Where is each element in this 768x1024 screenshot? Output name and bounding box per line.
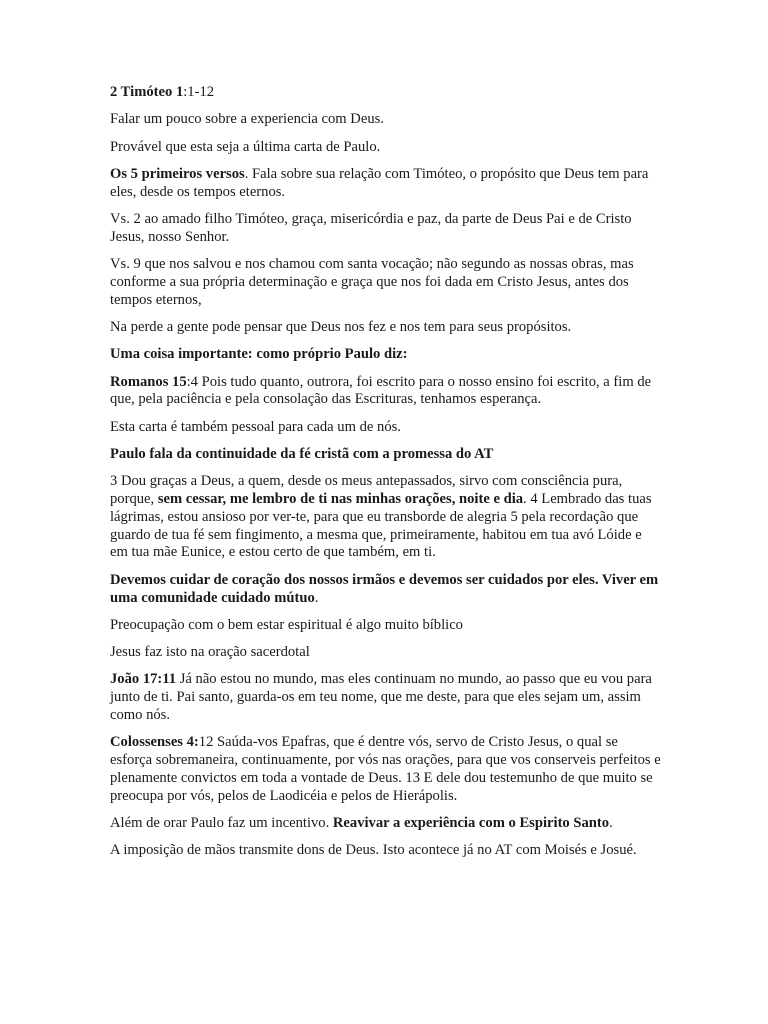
paragraph-13: Preocupação com o bem estar espiritual é algo muito bíblico <box>110 616 463 633</box>
paragraph-7-bold: Uma coisa importante: como próprio Paulo diz: <box>110 346 408 363</box>
paragraph-17-bold: Reavivar a experiência com o Espirito Santo <box>332 815 610 831</box>
paragraph-12 <box>110 572 662 608</box>
paragraph-18: A imposição de mãos transmite dons de Deus. Isto acontece já no AT com Moisés e Josué. <box>110 842 637 859</box>
paragraph-6: Na perde a gente pode pensar que Deus nos fez e nos tem para seus propósitos. <box>110 318 572 335</box>
paragraph-3-rest: . Fala sobre sua relação com Timóteo, o propósito que Deus tem para eles, desde os tempos eternos. <box>110 165 649 200</box>
paragraph-11-bold: sem cessar, me lembro de ti nas minhas orações, noite e dia <box>157 491 524 508</box>
paragraph-14: Jesus faz isto na oração sacerdotal <box>110 644 310 661</box>
paragraph-15-rest: Já não estou no mundo, mas eles continuam no mundo, ao passo que eu vou para junto de ti. Pai santo, guarda-os em teu nome, que me deste, para que eles sejam um, assim como nós. <box>110 671 652 724</box>
paragraph-10 <box>110 446 662 464</box>
paragraph-12-bold: Devemos cuidar de coração dos nossos irmãos e devemos ser cuidados por eles. Viver em uma comunidade cuidado mútuo <box>110 571 659 606</box>
paragraph-17-a: Além de orar Paulo faz um incentivo. <box>110 815 333 831</box>
paragraph-7 <box>110 346 662 364</box>
paragraph-16 <box>110 734 662 805</box>
paragraph-15-bold: João 17:11 <box>110 671 177 688</box>
paragraph-10-bold: Paulo fala da continuidade da fé cristã com a promessa do AT <box>110 445 494 462</box>
paragraph-8-bold: Romanos 15 <box>110 373 187 390</box>
paragraph-3-bold: Os 5 primeiros versos <box>110 165 245 182</box>
paragraph-5: Vs. 9 que nos salvou e nos chamou com santa vocação; não segundo as nossas obras, mas conforme a sua própria determinação e graça que nos foi dada em Cristo Jesus, antes dos tempos eternos, <box>110 256 634 308</box>
paragraph-12-rest: . <box>314 589 319 606</box>
paragraph-11-a: 3 Dou graças a Deus, a quem, desde os meus antepassados, sirvo com consciência pura, porque, <box>110 473 623 508</box>
document-page <box>110 84 662 870</box>
paragraph-11-b: . 4 Lembrado das tuas lágrimas, estou ansioso por ver-te, para que eu transborde de alegria 5 pela recordação que guardo de tua fé sem fingimento, a mesma que, primeiramente, habitou em tua avó Lóide e em tua mãe Eunice, e estou certo de que também, em ti. <box>110 491 652 561</box>
paragraph-17-b: . <box>609 815 613 831</box>
paragraph-2: Provável que esta seja a última carta de Paulo. <box>110 138 381 155</box>
paragraph-16-rest: 12 Saúda-vos Epafras, que é dentre vós, servo de Cristo Jesus, o qual se esforça sobremaneira, continuamente, por vós nas orações, para que vos conserveis perfeitos e plenamente convictos em toda a vontade de Deus. 13 E dele dou testemunho de que muito se preocupa por vós, pelos de Laodicéia e pelos de Hierápolis. <box>110 734 661 804</box>
paragraph-16-bold: Colossenses 4: <box>110 734 199 751</box>
paragraph-1: Falar um pouco sobre a experiencia com Deus. <box>110 111 384 128</box>
title-reference <box>110 84 662 102</box>
paragraph-3 <box>110 166 662 202</box>
title-reference-rest: :1-12 <box>183 84 215 100</box>
title-reference-bold: 2 Timóteo 1 <box>110 84 184 100</box>
paragraph-8-rest: :4 Pois tudo quanto, outrora, foi escrito para o nosso ensino foi escrito, a fim de que, pela paciência e pela consolação das Escrituras, tenhamos esperança. <box>110 373 652 408</box>
paragraph-11 <box>110 473 662 562</box>
paragraph-17 <box>110 815 662 833</box>
paragraph-9: Esta carta é também pessoal para cada um de nós. <box>110 418 401 435</box>
paragraph-15 <box>110 671 662 724</box>
paragraph-4: Vs. 2 ao amado filho Timóteo, graça, misericórdia e paz, da parte de Deus Pai e de Cristo Jesus, nosso Senhor. <box>110 210 632 245</box>
paragraph-8 <box>110 374 662 410</box>
